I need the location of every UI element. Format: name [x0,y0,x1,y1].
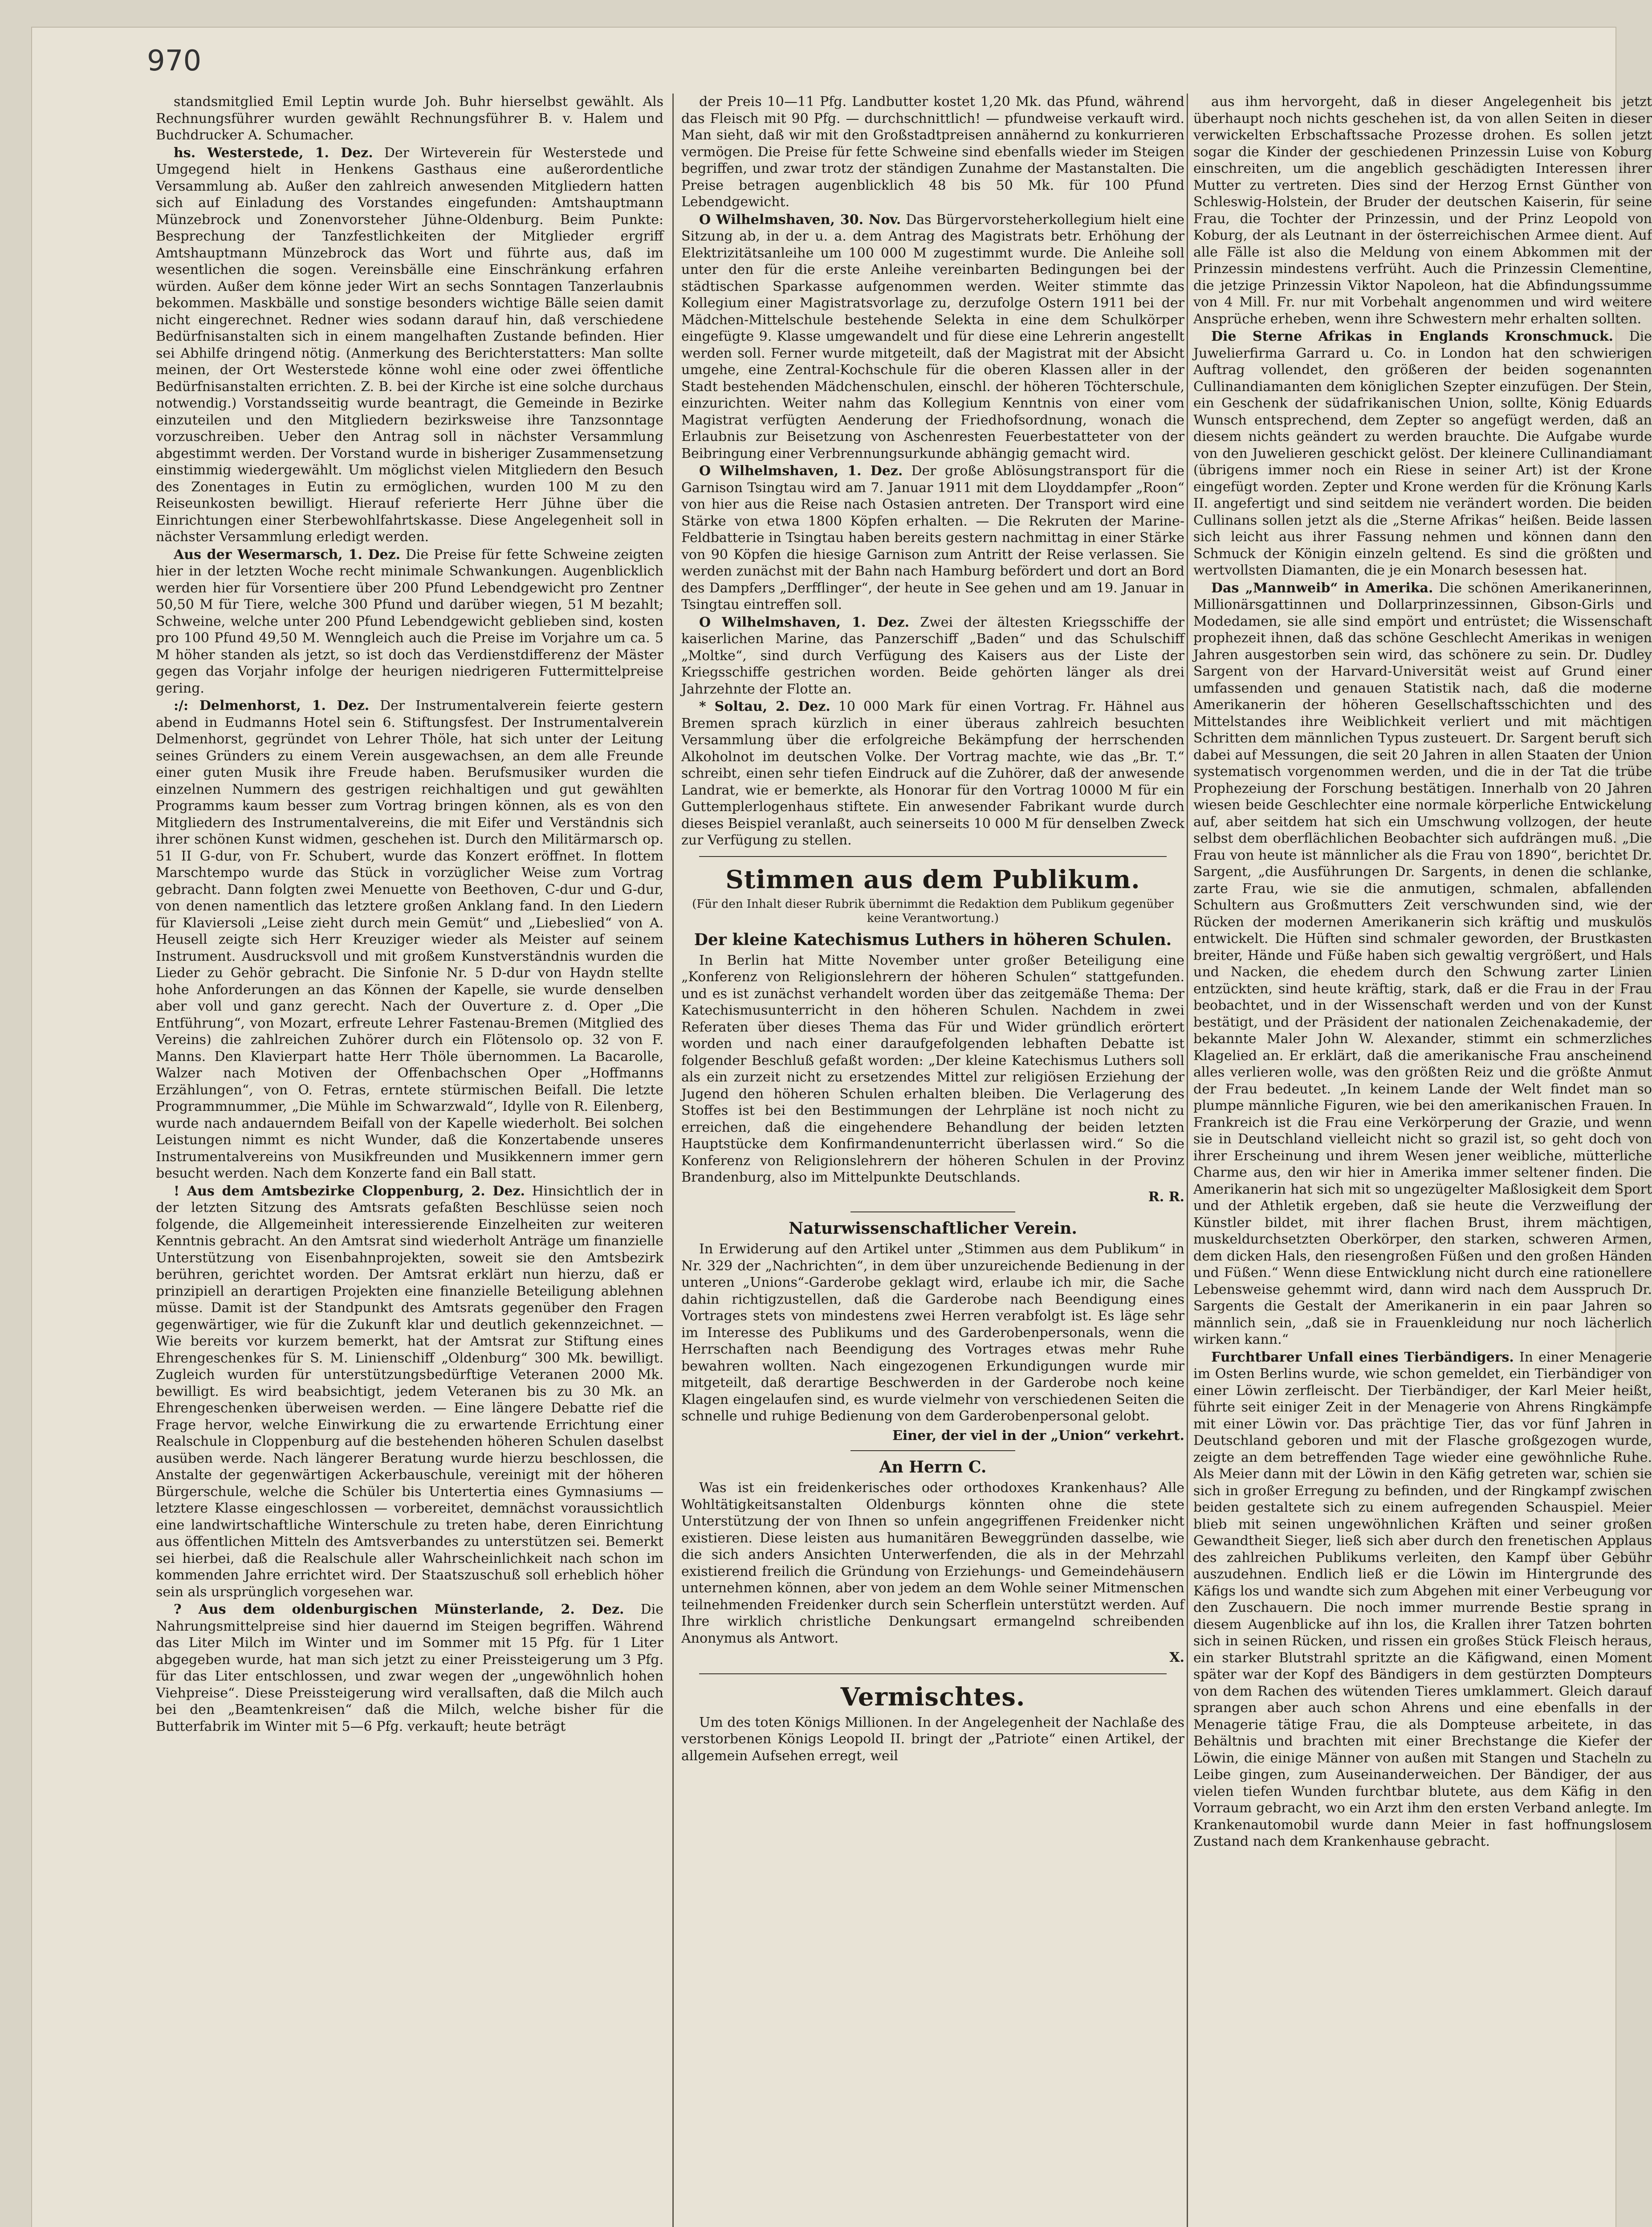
article-divider [850,1450,1015,1451]
section-note: (Für den Inhalt dieser Rubrik übernimmt die Redaktion dem Publikum gegenüber keine Verantwortung.) [692,897,1174,925]
dateline: O Wilhelmshaven, 1. Dez. [699,463,903,479]
paragraph-text: 10 000 Mark für einen Vortrag. Fr. Hähnel aus Bremen sprach kürzlich in einer überaus zahlreich besuchten Versammlung über die erfolgreiche Bekämpfung der herrschenden Alkoholnot im deutschen Volke. Der Vortrag machte, wie das „Br. T.“ schreibt, einen sehr tiefen Eindruck auf die Zuhörer, daß der anwesende Landrat, wie er bemerkte, als Honorar für den Vortrag 10000 M für ein Guttemplerlogenhaus stiftete. Ein anwesender Fabrikant wurde durch dieses Beispiel veranlaßt, auch seinerseits 10 000 M für denselben Zweck zur Verfügung zu stellen. [681,699,1184,848]
news-paragraph [681,94,1184,211]
dateline: * Soltau, 2. Dez. [699,699,830,714]
paragraph-text: der Preis 10—11 Pfg. Landbutter kostet 1,20 Mk. das Pfund, während das Fleisch mit 90 Pfg. — durchschnittlich! — pfundweise verkauft wird. Man sieht, daß wir mit den Großstadtpreisen annähernd zu konkurrieren vermögen. Die Preise für fette Schweine sind ebenfalls wieder im Steigen begriffen, und zwar trotz der ständigen Zunahme der Mastanstalten. Die Preise betragen augenblicklich 48 bis 50 Mk. für 100 Pfund Lebendgewicht. [681,94,1184,210]
dateline: ! Aus dem Amtsbezirke Cloppenburg, 2. Dez. [174,1183,525,1199]
dateline: O Wilhelmshaven, 1. Dez. [699,614,910,630]
paragraph-text: standsmitglied Emil Leptin wurde Joh. Buhr hierselbst gewählt. Als Rechnungsführer wurden gewählt Rechnungsführer B. v. Halem und Buchdrucker A. Schumacher. [156,94,663,143]
section-divider [699,1673,1167,1674]
news-paragraph [681,698,1184,849]
news-paragraph [156,1183,663,1601]
news-paragraph [1193,580,1652,1348]
article-divider [850,1211,1015,1212]
article-signature: Einer, der viel in der „Union“ verkehrt. [892,1428,1184,1444]
paragraph-text: Die Preise für fette Schweine zeigten hier in der letzten Woche recht minimale Schwankungen. Augenblicklich werden hier für Vorsentiere über 200 Pfund Lebendgewicht pro Zentner 50,50 M für Tiere, welche 300 Pfund und darüber wiegen, 51 M bezahlt; Schweine, welche unter 200 Pfund Lebendgewicht geblieben sind, kosten pro 100 Pfund 49,50 M. Wenngleich auch die Preise im Vorjahre um ca. 5 M höher standen als jetzt, so ist doch das Verdienstdifferenz der Mäster gegen das Vorjahr infolge der heurigen niedrigeren Futtermittelpreise gering. [156,547,663,696]
dateline: hs. Westerstede, 1. Dez. [174,145,373,161]
news-paragraph [1193,1349,1652,1850]
paragraph-text: Der Instrumentalverein feierte gestern abend in Eudmanns Hotel sein 6. Stiftungsfest. Der Instrumentalverein Delmenhorst, gegründet von Lehrer Thöle, hat sich unter der Leitung seines Gründers zu einem Verein ausgewachsen, an dem alle Freunde einer guten Musik ihre Freude haben. Berufsmusiker wurden die einzelnen Nummern des gestrigen reichhaltigen und gut gewählten Programms kaum besser zum Vortrag bringen können, als es von den Mitgliedern des Instrumentalvereins, die mit Eifer und Verständnis sich ihrer schönen Kunst widmen, geschehen ist. Durch den Militärmarsch op. 51 II G-dur, von Fr. Schubert, wurde das Konzert eröffnet. In flottem Marschtempo wurde das Stück in vorzüglicher Weise zum Vortrag gebracht. Dann folgten zwei Menuette von Beethoven, C-dur und G-dur, von denen namentlich das letztere großen Anklang fand. In den Liedern für Klaviersoli „Leise zieht durch mein Gemüt“ und „Liebeslied“ von A. Heusell zeigte sich Herr Kreuziger wieder als Meister auf seinem Instrument. Ausdrucksvoll und mit großem Kunstverständnis wurden die Lieder zu Gehör gebracht. Die Sinfonie Nr. 5 D-dur von Haydn stellte hohe Anforderungen an das Können der Kapelle, sie wurde denselben aber voll und ganz gerecht. Nach der Ouverture z. d. Oper „Die Entführung“, von Mozart, erfreute Lehrer Fastenau-Bremen (Mitglied des Vereins) die zahlreichen Zuhörer durch ein Flötensolo op. 32 von F. Manns. Den Klavierpart hatte Herr Thöle übernommen. La Bacarolle, Walzer nach Motiven der Offenbachschen Oper „Hoffmanns Erzählungen“, von O. Fetras, erntete stürmischen Beifall. Die letzte Programmnummer, „Die Mühle im Schwarzwald“, Idylle von R. Eilenberg, wurde nach andauerndem Beifall von der Kapelle wiederholt. Bei solchen Leistungen nimmt es nicht Wunder, daß die Konzertabende unseres Instrumentalvereins von Musikfreunden und Musikkennern immer gern besucht werden. Nach dem Konzerte fand ein Ball statt. [156,698,663,1181]
column-divider [672,94,674,2227]
page-number: 970 [147,45,202,77]
dateline: :/: Delmenhorst, 1. Dez. [174,698,370,714]
paragraph-text: Die Juwelierfirma Garrard u. Co. in London hat den schwierigen Auftrag vollendet, den größeren der beiden sogenannten Cullinandiamanten dem königlichen Szepter einzufügen. Der Stein, ein Geschenk der südafrikanischen Union, sollte, König Eduards Wunsch entsprechend, dem Zepter so angefügt werden, daß an diesem nichts geändert zu werden brauchte. Die Aufgabe wurde von den Juwelieren geschickt gelöst. Der kleinere Cullinandiamant (übrigens immer noch ein Riese in seiner Art) ist der Krone eingefügt worden. Zepter und Krone werden für die Krönung Karls II. angefertigt und sind seitdem nie verändert worden. Die beiden Cullinans sollen jetzt als die „Sterne Afrikas“ heißen. Beide lassen sich leicht aus ihrer Fassung nehmen und können dann den Schmuck der Königin einzeln geltend. Es sind die größten und wertvollsten Diamanten, die je ein Monarch besessen hat. [1193,329,1652,578]
paragraph-text: Das Bürgervorsteherkollegium hielt eine Sitzung ab, in der u. a. dem Antrag des Magistrats betr. Erhöhung der Elektrizitätsanleihe um 100 000 M zugestimmt wurde. Die Anleihe soll unter den für die erste Anleihe vereinbarten Bedingungen bei der städtischen Sparkasse aufgenommen werden. Weiter stimmte das Kollegium einer Magistratsvorlage zu, derzufolge Ostern 1911 bei der Mädchen-Mittelschule bestehende Selekta in eine dem Schulkörper eingefügte 9. Klasse umgewandelt und für diese eine Lehrerin angestellt werden soll. Ferner wurde mitgeteilt, daß der Magistrat mit der Absicht umgehe, eine Zentral-Kochschule für die oberen Klassen aller in der Stadt bestehenden Mädchenschulen, einschl. der höheren Töchterschule, einzurichten. Weiter nahm das Kollegium Kenntnis von einer vom Magistrat verfügten Aenderung der Friedhofsordnung, wonach die Erlaubnis zur Beisetzung von Aschenresten Feuerbestatteter von der Beibringung einer Verbrennungsurkunde abhängig gemacht wird. [681,212,1184,461]
dateline: O Wilhelmshaven, 30. Nov. [699,212,901,228]
paragraph-text: Die schönen Amerikanerinnen, Millionärsgattinnen und Dollarprinzessinnen, Gibson-Girls und Modedamen, sie alle sind empört und entrüstet; die Wissenschaft prophezeit ihnen, daß das schöne Geschlecht Amerikas in wenigen Jahren ausgestorben sein wird, das schönere zu sein. Dr. Dudley Sargent von der Harvard-Universität weist auf Grund einer umfassenden und genauen Statistik nach, daß die moderne Amerikanerin der höheren Gesellschaftsschichten und des Mittelstandes ihre Weiblichkeit verliert und mit mächtigen Schritten dem männlichen Typus zusteuert. Dr. Sargent beruft sich dabei auf Messungen, die seit 20 Jahren in allen Staaten der Union systematisch vorgenommen werden, und die in der Tat die trübe Prophezeiung der Forschung bestätigen. Innerhalb von 20 Jahren wiesen beide Geschlechter eine normale körperliche Entwickelung auf, aber seitdem hat sich ein Umschwung vollzogen, der heute selbst dem oberflächlichen Beobachter sich aufdrängen muß. „Die Frau von heute ist männlicher als die Frau von 1890“, berichtet Dr. Sargent, „die Ausführungen Dr. Sargents, in denen die schlanke, zarte Frau, wie sie die anmutigen, schmalen, abfallenden Schultern aus Großmutters Zeit verschwunden sind, wie der Rücken der modernen Amerikanerin sich kräftig und muskulös entwickelt. Die Hüften sind schmaler geworden, der Brustkasten breiter, Hände und Füße haben sich gewaltig vergrößert, und Hals und Nacken, die ehedem durch den Schwung zarter Linien entzückten, sind heute kräftig, stark, daß er die Frau in der Frau beobachtet, und in der Wissenschaft werden und von der Kunst bestätigt, und der Präsident der nationalen Zeichenakademie, der bekannte Maler John W. Alexander, stimmt ein schmerzliches Klagelied an. Er erklärt, daß die amerikanische Frau anscheinend alles verlieren wolle, was den größten Reiz und die größte Anmut der Frau bedeutet. „In keinem Lande der Welt findet man so plumpe männliche Figuren, wie bei den amerikanischen Frauen. In Frankreich ist die Frau eine Verkörperung der Grazie, und wenn sie in Deutschland vielleicht nicht so grazil ist, so geht doch von ihrer Erscheinung und ihrem Wesen jener weibliche, mütterliche Charme aus, den wir hier in Amerika immer seltener finden. Die Amerikanerin hat sich mit so ungezügelter Maßlosigkeit dem Sport und der Athletik ergeben, daß sie heute die Verzweiflung der Künstler bildet, mit ihrer flachen Brust, ihrem mächtigen, muskeldurchsetzten Oberkörper, den starken, schweren Armen, dem dicken Hals, den riesengroßen Füßen und den großen Händen und Füßen.“ Wenn diese Entwicklung nicht durch eine rationellere Lebensweise gehemmt wird, dann wird nach dem Ausspruch Dr. Sargents die Gestalt der Amerikanerin in ein paar Jahren so männlich sein, „daß sie in Frauenkleidung nur noch lächerlich wirken kann.“ [1193,580,1652,1347]
paragraph-text: In einer Menagerie im Osten Berlins wurde, wie schon gemeldet, ein Tierbändiger von einer Löwin zerfleischt. Der Tierbändiger, der Karl Meier heißt, führte seit einiger Zeit in der Menagerie von Ahrens Ringkämpfe mit einer Löwin vor. Das prächtige Tier, das vor fünf Jahren in Deutschland geboren und mit der Flasche großgezogen wurde, zeigte an dem betreffenden Tage wieder eine gewöhnliche Ruhe. Als Meier dann mit der Löwin in den Käfig getreten war, schien sie sich in großer Erregung zu befinden, und der Ringkampf zwischen beiden gestaltete sich zu einem aufregenden Schauspiel. Meier blieb mit seinen ungewöhnlichen Kräften und seiner großen Gewandtheit Sieger, ließ sich aber durch den frenetischen Applaus des zahlreichen Publikums verleiten, den Kampf über Gebühr auszudehnen. Endlich ließ er die Löwin im Hintergrunde des Käfigs los und wandte sich zum Abgehen mit einer Verbeugung vor den Zuschauern. Die noch immer murrende Bestie sprang in diesem Augenblicke auf ihn los, die Krallen ihrer Tatzen bohrten sich in seinen Rücken, und rissen ein großes Stück Fleisch heraus, ein starker Blutstrahl spritzte an die Käfigwand, einen Moment später war der Kopf des Bändigers in dem gestürzten Dompteurs von dem Rachen des wütenden Tieres umklammert. Gleich darauf sprangen aber auch schon Ahrens und eine ebenfalls in der Menagerie tätige Frau, die als Dompteuse arbeitete, in das Behältnis und brachten mit einer Brechstange die Kiefer der Löwin, die einige Männer von außen mit Stangen und Stacheln zu Leibe gingen, zum Auseinanderweichen. Der Bändiger, der aus vielen tiefen Wunden furchtbar blutete, aus dem Käfig in den Vorraum gebracht, wo ein Arzt ihm den ersten Verband anlegte. Im Krankenautomobil wurde dann Meier in fast hoffnungslosem Zustand nach dem Krankenhause gebracht. [1193,1349,1652,1849]
article-text: In Berlin hat Mitte November unter großer Beteiligung eine „Konferenz von Religionslehrern der höheren Schulen“ stattgefunden. und es ist zunächst verhandelt worden über das zeitgemäße Thema: Der Katechismusunterricht in den höheren Schulen. Nachdem in zwei Referaten über dieses Thema das Für und Wider gründlich erörtert worden und nach einer daraufgefolgenden lebhaften Debatte ist folgender Beschluß gefaßt worden: „Der kleine Katechismus Luthers soll als ein zurzeit nicht zu ersetzendes Mittel zur religiösen Erziehung der Jugend den höheren Schulen erhalten bleiben. Die Verlagerung des Stoffes ist bei den Bestimmungen der Lehrpläne ist noch nicht zu erreichen, daß die eingehendere Behandlung der beiden letzten Hauptstücke dem Konfirmandenunterricht überlassen wird.“ So die Konferenz von Religionslehrern der höheren Schulen in der Provinz Brandenburg, also im Mittelpunkte Deutschlands. [681,952,1184,1185]
paragraph-text: Der Wirteverein für Westerstede und Umgegend hielt in Henkens Gasthaus eine außerordentliche Versammlung ab. Außer den zahlreich anwesenden Mitgliedern hatten sich auf Einladung des Vorstandes eingefunden: Amtshauptmann Münzebrock und Zonenvorsteher Jühne-Oldenburg. Beim Punkte: Besprechung der Tanzfestlichkeiten der Mitglieder ergriff Amtshauptmann Münzebrock das Wort und führte aus, daß im wesentlichen die sogen. Vereinsbälle eine Einschränkung erfahren würden. Außer dem könne jeder Wirt an sechs Sonntagen Tanzerlaubnis bekommen. Maskbälle und sonstige besonders wichtige Bälle seien damit nicht eingerechnet. Redner wies sodann darauf hin, daß verschiedene Bedürfnisanstalten sich in einem mangelhaften Zustande befinden. Hier sei Abhilfe dringend nötig. (Anmerkung des Berichterstatters: Man sollte meinen, der Ort Westerstede könne wohl eine oder zwei öffentliche Bedürfnisanstalten errichten. Z. B. bei der Kirche ist eine solche durchaus notwendig.) Vorstandsseitig wurde beantragt, die Gemeinde in Bezirke einzuteilen und den Mitgliedern bezirksweise ihre Tanzsonntage vorzuschreiben. Ueber den Antrag soll in nächster Versammlung abgestimmt werden. Der Vorstand wurde in bisheriger Zusammensetzung einstimmig wiedergewählt. Um möglichst vielen Mitgliedern den Besuch des Zonentages in Eutin zu ermöglichen, wurden 100 M zu den Reiseunkosten bewilligt. Hierauf referierte Herr Jühne über die Einrichtungen einer Sterbewohlfahrtskasse. Diese Angelegenheit soll in nächster Versammlung erledigt werden. [156,145,663,545]
paragraph-text: Zwei der ältesten Kriegsschiffe der kaiserlichen Marine, das Panzerschiff „Baden“ und das Schulschiff „Moltke“, sind durch Verfügung des Kaisers aus der Liste der Kriegsschiffe gestrichen worden. Beide gehörten länger als drei Jahrzehnte der Flotte an. [681,614,1185,697]
article-headline: Der kleine Katechismus Luthers in höheren Schulen. [694,930,1172,949]
paragraph-text: Hinsichtlich der in der letzten Sitzung des Amtsrats gefaßten Beschlüsse seien noch folgende, die Allgemeinheit interessierende Einzelheiten zur weiteren Kenntnis gebracht. An den Amtsrat sind wiederholt Anträge um finanzielle Unterstützung von Eisenbahnprojekten, soweit sie den Amtsbezirk berühren, gerichtet worden. Der Amtsrat erklärt nun hierzu, daß er prinzipiell an derartigen Projekten eine finanzielle Beteiligung ablehnen müsse. Damit ist der Standpunkt des Amtsrats gegenüber den Fragen gegenwärtiger, wie für die Zukunft klar und deutlich gekennzeichnet. — Wie bereits vor kurzem bemerkt, hat der Amtsrat zur Stiftung eines Ehrengeschenkes für S. M. Linienschiff „Oldenburg“ 300 Mk. bewilligt. Zugleich wurden für unterstützungsbedürftige Veteranen 2000 Mk. bewilligt. Es wird beabsichtigt, jedem Veteranen bis zu 30 Mk. an Ehrengeschenken überweisen werden. — Eine längere Debatte rief die Frage hervor, welche Einwirkung die zu erwartende Errichtung einer Realschule in Cloppenburg auf die bestehenden höheren Schulen daselbst ausüben werde. Nach längerer Beratung wurde hierzu beschlossen, die Anstalte der gegenwärtigen Ackerbauschule, vereinigt mit der höheren Bürgerschule, welche die Schüler bis Untertertia eines Gymnasiums — letztere Klasse eingeschlossen — vorbereitet, demnächst voraussichtlich eine landwirtschaftliche Winterschule zu treten habe, deren Einrichtung aus öffentlichen Mitteln des Amtsverbandes zu unterstützen sei. Bemerkt sei hierbei, daß die Realschule aller Wahrscheinlichkeit nach schon im kommenden Jahre errichtet wird. Der Staatszuschuß soll erheblich höher sein als ursprünglich vorgesehen war. [156,1183,663,1600]
dateline: Die Sterne Afrikas in Englands Kronschmuck. [1211,329,1614,344]
news-paragraph [156,547,663,697]
column-1 [156,94,663,2227]
column-3 [1193,94,1652,2227]
article-headline: An Herrn C. [879,1458,987,1477]
news-paragraph [156,145,663,546]
newspaper-page [31,27,1652,2227]
article-signature: R. R. [1148,1189,1184,1205]
dateline: ? Aus dem oldenburgischen Münsterlande, 2. Dez. [174,1602,624,1617]
paragraph-text: Der große Ablösungstransport für die Garnison Tsingtau wird am 7. Januar 1911 mit dem Lloyddampfer „Roon“ von hier aus die Reise nach Ostasien antreten. Der Transport wird eine Stärke von etwa 1800 Köpfen erhalten. — Die Rekruten der Marine-Feldbatterie in Tsingtau haben bereits gestern nachmittag in einer Stärke von 90 Köpfen die hiesige Garnison zum Antritt der Reise verlassen. Sie werden zunächst mit der Bahn nach Hamburg befördert und dort an Bord des Dampfers „Derfflinger“, der heute in See gehen und am 19. Januar in Tsingtau eintreffen soll. [681,463,1184,612]
news-paragraph [156,697,663,1182]
news-paragraph [681,463,1184,613]
section-divider [699,856,1167,857]
paragraph-text: aus ihm hervorgeht, daß in dieser Angelegenheit bis jetzt überhaupt noch nichts geschehen ist, da von allen Seiten in dieser verwickelten Erbschaftssache Prozesse drohen. Es sollen jetzt sogar die Kinder der geschiedenen Prinzessin Luise von Koburg einschreiten, um die angeblich geschädigten Interessen ihrer Mutter zu vertreten. Dies sind der Herzog Ernst Günther von Schleswig-Holstein, der Bruder der deutschen Kaiserin, für seine Frau, die Tochter der Prinzessin, und der Prinz Leopold von Koburg, der als Leutnant in der österreichischen Armee dient. Auf alle Fälle ist also die Meldung von einem Abkommen mit der Prinzessin mindestens verfrüht. Auch die Prinzessin Clementine, die jetzige Prinzessin Viktor Napoleon, hat die Abfindungssumme von 4 Mill. Fr. nur mit Vorbehalt angenommen und wird weitere Ansprüche erheben, wenn ihre Schwestern mehr erhalten sollten. [1193,94,1652,327]
dateline: Furchtbarer Unfall eines Tierbändigers. [1211,1349,1514,1365]
section-title-vermischtes: Vermischtes. [840,1682,1025,1712]
news-paragraph [1193,94,1652,327]
column-divider [1187,94,1188,2227]
section-title-stimmen: Stimmen aus dem Publikum. [725,865,1140,894]
news-paragraph [681,212,1184,462]
column-2 [681,94,1184,2227]
article-text: Was ist ein freidenkerisches oder orthodoxes Krankenhaus? Alle Wohltätigkeitsanstalten Oldenburgs könnten ohne die stete Unterstützung der von Ihnen so unfein angegriffenen Freidenker nicht existieren. Diese leisten aus humanitären Beweggründen dasselbe, wie die sich anders Ansichten Unterwerfenden, die als in der Mehrzahl existierend freilich die Gründung von Erziehungs- und Gemeindehäusern unternehmen können, aber von jedem an dem Wohle seiner Mitmenschen teilnehmenden Freidenker durch sein Scherflein unterstützt werden. Auf Ihre wirklich christliche Denkungsart ermangelnd schreibenden Anonymus als Antwort. [681,1480,1184,1646]
paragraph-text: Die Nahrungsmittelpreise sind hier dauernd im Steigen begriffen. Während das Liter Milch im Winter und im Sommer mit 15 Pfg. für 1 Liter abgegeben wurde, hat man sich jetzt zu einer Preissteigerung um 3 Pfg. für das Liter entschlossen, und zwar wegen der „ungewöhnlich hohen Viehpreise“. Diese Preissteigerung wird verallsaften, daß die Milch auch bei den „Beamtenkreisen“ daß die Milch, welche bisher für die Butterfabrik im Winter mit 5—6 Pfg. verkauft; heute beträgt [156,1602,663,1734]
news-paragraph [156,1601,663,1735]
news-paragraph [681,614,1184,698]
article-headline: Naturwissenschaftlicher Verein. [789,1219,1077,1238]
news-paragraph [1193,328,1652,579]
article-text: Um des toten Königs Millionen. In der Angelegenheit der Nachlaße des verstorbenen Königs Leopold II. bringt der „Patriote“ einen Artikel, der allgemein Aufsehen erregt, weil [681,1714,1184,1764]
dateline: Das „Mannweib“ in Amerika. [1211,580,1433,596]
column-2-news [681,94,1184,849]
article-signature: X. [1169,1650,1184,1665]
news-paragraph [156,94,663,144]
article-text: In Erwiderung auf den Artikel unter „Stimmen aus dem Publikum“ in Nr. 329 der „Nachrichten“, in dem über unzureichende Bedienung in der unteren „Unions“-Garderobe geklagt wird, erlaube ich mir, die Sache dahin richtigzustellen, daß die Garderobe nach Beendigung eines Vortrages stets von mindestens zwei Herren verabfolgt ist. Es läge sehr im Interesse des Publikums und des Garderobenpersonals, wenn die Herrschaften nach Beendigung des Vortrages etwas mehr Ruhe bewahren wollten. Nach eingezogenen Erkundigungen wurde mir mitgeteilt, daß derartige Beschwerden in der Garderobe noch keine Klagen eingelaufen sind, es wurde vielmehr von verschiedenen Seiten die schnelle und ruhige Bedienung von dem Garderobenpersonal gelobt. [681,1241,1184,1424]
dateline: Aus der Wesermarsch, 1. Dez. [174,547,401,563]
